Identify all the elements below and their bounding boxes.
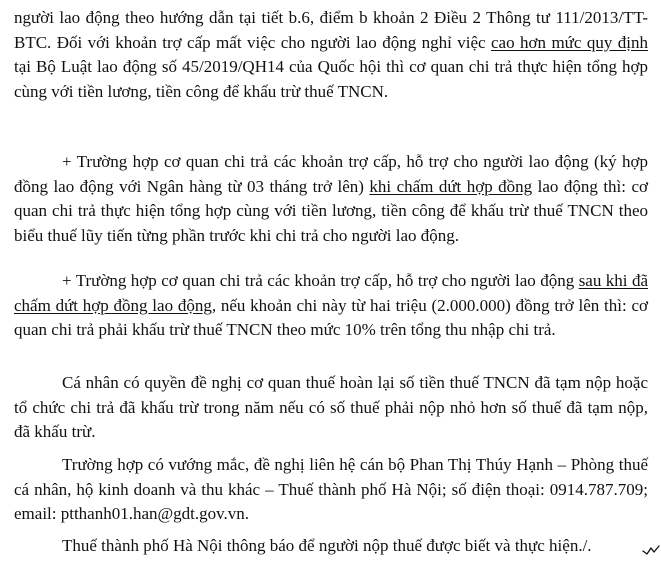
paragraph-text: tại Bộ Luật lao động số 45/2019/QH14 của Quốc hội thì cơ quan chi trả thực hiện tổng hợp cùng với tiền lương, tiền công để khấu trừ thuế TNCN. xyxy=(14,57,648,101)
paragraph-text: lao động thì: cơ quan chi trả thực hiện tổng hợp cùng với tiền lương, tiền công để khấu trừ thuế TNCN theo biểu thuế lũy tiến từng phần trước khi chi trả cho người lao động. xyxy=(14,176,648,245)
paragraph-text: , nếu khoản chi này từ hai triệu (2.000.000) đồng trở lên thì: cơ quan chi trả phải khấu trừ thuế TNCN theo mức 10% trên tổng thu nhập chi trả. xyxy=(14,295,648,340)
paragraph-text: Thuế thành phố Hà Nội thông báo để người nộp thuế được biết và thực hiện./. xyxy=(62,536,592,555)
underlined-phrase: sau khi đã chấm dứt hợp đồng lao động xyxy=(14,271,648,315)
handwritten-mark-icon xyxy=(642,544,660,556)
underlined-phrase: khi chấm dứt hợp đồng xyxy=(369,176,533,196)
paragraph-text: + Trường hợp cơ quan chi trả các khoản trợ cấp, hỗ trợ cho người lao động (ký hợp đồng lao động với Ngân hàng từ 03 tháng trở lên) xyxy=(14,152,648,196)
paragraph-contract-termination xyxy=(14,150,648,248)
paragraph-text: Cá nhân có quyền đề nghị cơ quan thuế hoàn lại số tiền thuế TNCN đã tạm nộp hoặc tổ chức chi trả đã khấu trừ trong năm nếu có số thuế phải nộp nhỏ hơn số thuế đã tạm nộp, đã khấu trừ. xyxy=(14,373,648,442)
paragraph-text: + Trường hợp cơ quan chi trả các khoản trợ cấp, hỗ trợ cho người lao động xyxy=(62,271,579,290)
underlined-phrase: cao hơn mức quy định xyxy=(491,32,648,52)
paragraph-closing-notice xyxy=(14,534,648,559)
paragraph-after-termination xyxy=(14,269,648,343)
paragraph-tax-refund xyxy=(14,371,648,445)
paragraph-severance-pay xyxy=(14,6,648,104)
paragraph-contact-info xyxy=(14,453,648,527)
paragraph-text: người lao động theo hướng dẫn tại tiết b.6, điểm b khoản 2 Điều 2 Thông tư 111/2013/TT-BTC. Đối với khoản trợ cấp mất việc cho người lao động nghỉ việc xyxy=(14,8,648,52)
paragraph-text: Trường hợp có vướng mắc, đề nghị liên hệ cán bộ Phan Thị Thúy Hạnh – Phòng thuế cá nhân, hộ kinh doanh và thu khác – Thuế thành phố Hà Nội; số điện thoại: 0914.787.709; email: ptthanh01.han@gdt.gov.vn. xyxy=(14,455,648,524)
